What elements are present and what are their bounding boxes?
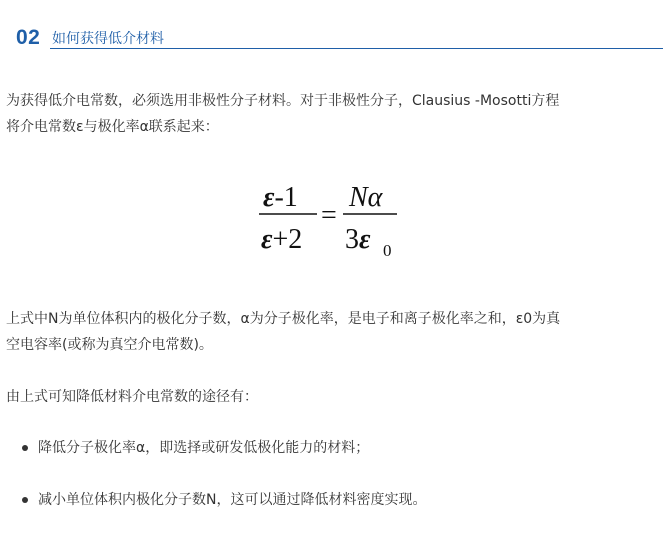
ways-intro-paragraph bbox=[6, 384, 666, 410]
ways-intro-text: 由上式可知降低材料介电常数的途径有： bbox=[6, 389, 258, 405]
formula-rhs-subscript: 0 bbox=[383, 241, 392, 260]
section-title: 如何获得低介材料 bbox=[52, 31, 164, 47]
formula-lhs-denominator: ε+2 bbox=[261, 224, 303, 255]
clausius-mosotti-formula bbox=[255, 176, 405, 266]
intro-line-1: 为获得低介电常数，必须选用非极性分子材料。对于非极性分子，Clausius -Mosotti方程 bbox=[6, 93, 560, 109]
list-item-text: 降低分子极化率α，即选择或研发低极化能力的材料； bbox=[38, 440, 370, 456]
bullet-dot-icon bbox=[22, 445, 28, 451]
formula-equals-sign: = bbox=[321, 200, 337, 231]
explain-line-2: 空电容率(或称为真空介电常数)。 bbox=[6, 337, 213, 353]
explain-line-1: 上式中N为单位体积内的极化分子数，α为分子极化率，是电子和离子极化率之和，ε0为真 bbox=[6, 311, 561, 327]
formula-rhs-denominator: 3ε bbox=[345, 224, 371, 255]
formula-svg bbox=[255, 176, 405, 266]
list-item-text: 减小单位体积内极化分子数N，这可以通过降低材料密度实现。 bbox=[38, 492, 427, 508]
formula-lhs-numerator: ε-1 bbox=[263, 182, 298, 213]
intro-paragraph bbox=[6, 88, 666, 140]
bullet-dot-icon bbox=[22, 497, 28, 503]
section-number: 02 bbox=[16, 26, 41, 49]
explanation-paragraph bbox=[6, 306, 666, 358]
formula-rhs-numerator: Nα bbox=[349, 182, 383, 213]
intro-line-2: 将介电常数ε与极化率α联系起来： bbox=[6, 119, 219, 135]
section-divider bbox=[50, 48, 663, 49]
section-header bbox=[6, 22, 663, 50]
